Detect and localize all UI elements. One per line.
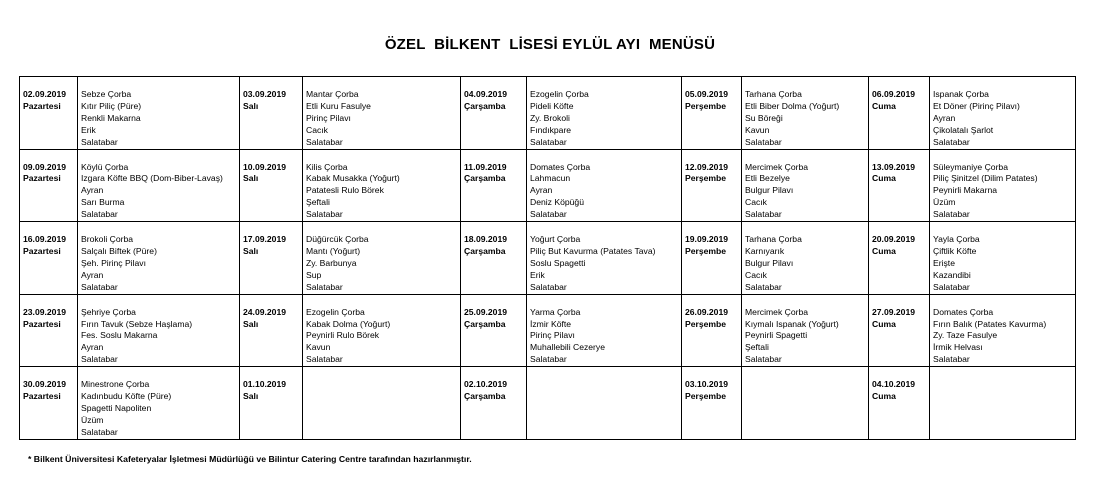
day-menu-cell: [742, 367, 869, 440]
menu-item: Salatabar: [745, 354, 782, 365]
day-menu-cell: [78, 367, 240, 440]
menu-item: Kabak Dolma (Yoğurt): [306, 318, 391, 329]
menu-item: Et Döner (Pirinç Pilavı): [933, 100, 1020, 111]
menu-item: Salatabar: [306, 354, 343, 365]
day-menu-cell: [527, 294, 682, 367]
day-menu-cell: [930, 149, 1076, 222]
day-date-cell: [869, 367, 930, 440]
menu-item: Fırın Tavuk (Sebze Haşlama): [81, 318, 193, 329]
day-date-cell: [240, 222, 303, 295]
menu-item: Muhallebili Cezerye: [530, 342, 605, 353]
day-date-cell: [20, 149, 78, 222]
menu-item: Salatabar: [306, 209, 343, 220]
date-label: 05.09.2019: [685, 89, 729, 99]
date-label: 02.09.2019: [23, 89, 67, 99]
date-label: 30.09.2019: [23, 379, 67, 390]
menu-item: İrmik Helvası: [933, 342, 983, 353]
day-date-cell: [869, 77, 930, 150]
menu-item: Yoğurt Çorba: [530, 234, 581, 245]
menu-item: Salatabar: [81, 426, 118, 437]
date-label: 01.10.2019: [243, 379, 287, 390]
weekday-label: Cuma: [872, 173, 896, 184]
menu-item: Yayla Çorba: [933, 234, 980, 245]
menu-item: Fes. Soslu Makarna: [81, 330, 158, 341]
menu-item: Cacık: [745, 269, 767, 280]
menu-item: Salatabar: [933, 136, 970, 147]
day-menu-cell: [930, 222, 1076, 295]
menu-item: Yarma Çorba: [530, 306, 581, 317]
menu-item: Ayran: [81, 269, 104, 280]
menu-item: Üzüm: [933, 197, 956, 208]
date-label: 16.09.2019: [23, 234, 67, 245]
day-date-cell: [20, 222, 78, 295]
menu-item: Kavun: [745, 124, 770, 135]
day-date-cell: [682, 149, 742, 222]
menu-item: Salatabar: [933, 281, 970, 292]
day-date-cell: [20, 294, 78, 367]
date-label: 10.09.2019: [243, 161, 287, 172]
day-menu-cell: [78, 294, 240, 367]
date-label: 02.10.2019: [464, 379, 508, 390]
menu-item: Mantı (Yoğurt): [306, 245, 361, 256]
day-menu-cell: [930, 367, 1076, 440]
menu-item: Salatabar: [81, 136, 118, 147]
date-label: 26.09.2019: [685, 306, 729, 317]
date-label: 06.09.2019: [872, 89, 916, 99]
menu-item: Etli Kuru Fasulye: [306, 100, 371, 111]
date-label: 24.09.2019: [243, 306, 287, 317]
menu-item: Salatabar: [530, 281, 567, 292]
menu-item: Domates Çorba: [530, 161, 591, 172]
menu-item: Piliç But Kavurma (Patates Tava): [530, 245, 656, 256]
menu-item: Çikolatalı Şarlot: [933, 124, 994, 135]
menu-item: Ayran: [530, 185, 553, 196]
weekday-label: Cuma: [872, 245, 896, 256]
date-label: 03.09.2019: [243, 89, 287, 99]
menu-item: Sarı Burma: [81, 197, 125, 208]
day-menu-cell: [303, 77, 461, 150]
day-date-cell: [240, 149, 303, 222]
date-label: 18.09.2019: [464, 234, 508, 245]
date-label: 04.10.2019: [872, 379, 916, 390]
weekday-label: Pazartesi: [23, 173, 61, 184]
day-date-cell: [20, 367, 78, 440]
menu-item: Fırın Balık (Patates Kavurma): [933, 318, 1047, 329]
menu-item: Kavun: [306, 342, 331, 353]
menu-item: Üzüm: [81, 414, 104, 425]
day-menu-cell: [930, 77, 1076, 150]
weekday-label: Pazartesi: [23, 318, 61, 329]
menu-item: Sup: [306, 269, 322, 280]
menu-item: Patatesli Rulo Börek: [306, 185, 384, 196]
day-menu-cell: [742, 77, 869, 150]
menu-item: Ayran: [81, 185, 104, 196]
day-menu-cell: [742, 294, 869, 367]
menu-item: Piliç Şinitzel (Dilim Patates): [933, 173, 1038, 184]
menu-item: Erik: [81, 124, 96, 135]
day-menu-cell: [303, 294, 461, 367]
weekday-label: Pazartesi: [23, 391, 61, 402]
day-date-cell: [682, 77, 742, 150]
menu-item: Şeftali: [745, 342, 769, 353]
weekday-label: Pazartesi: [23, 245, 61, 256]
menu-item: Şeh. Pirinç Pilavı: [81, 257, 146, 268]
menu-item: İzmir Köfte: [530, 318, 572, 329]
weekday-label: Perşembe: [685, 173, 727, 184]
day-date-cell: [682, 222, 742, 295]
menu-item: Zy. Barbunya: [306, 257, 357, 268]
menu-item: Karnıyarık: [745, 245, 785, 256]
menu-table: [19, 76, 1076, 440]
date-label: 17.09.2019: [243, 234, 287, 245]
menu-item: Etli Biber Dolma (Yoğurt): [745, 100, 840, 111]
page-title: ÖZEL BİLKENT LİSESİ EYLÜL AYI MENÜSÜ: [384, 36, 716, 53]
menu-item: Pirinç Pilavı: [306, 112, 351, 123]
menu-item: Erişte: [933, 257, 955, 268]
menu-item: Salatabar: [81, 209, 118, 220]
menu-item: Peynirli Makarna: [933, 185, 997, 196]
date-label: 19.09.2019: [685, 234, 729, 245]
date-label: 20.09.2019: [872, 234, 916, 245]
day-date-cell: [869, 149, 930, 222]
menu-item: Salatabar: [81, 354, 118, 365]
menu-item: Izgara Köfte BBQ (Dom-Biber-Lavaş): [81, 173, 223, 184]
menu-item: Salatabar: [745, 136, 782, 147]
day-menu-cell: [303, 367, 461, 440]
date-label: 03.10.2019: [685, 379, 729, 390]
menu-item: Erik: [530, 269, 545, 280]
weekday-label: Cuma: [872, 100, 896, 111]
day-date-cell: [682, 367, 742, 440]
week-row: [20, 149, 1076, 222]
menu-item: Kıtır Piliç (Püre): [81, 100, 142, 111]
menu-item: Renkli Makarna: [81, 112, 141, 123]
day-date-cell: [682, 294, 742, 367]
menu-item: Tarhana Çorba: [745, 234, 802, 245]
menu-item: Ezogelin Çorba: [530, 89, 589, 99]
menu-item: Salatabar: [933, 354, 970, 365]
day-menu-cell: [527, 367, 682, 440]
menu-item: Fındıkpare: [530, 124, 572, 135]
week-row: [20, 222, 1076, 295]
date-label: 12.09.2019: [685, 161, 729, 172]
menu-item: Kıymalı Ispanak (Yoğurt): [745, 318, 839, 329]
menu-item: Salatabar: [306, 136, 343, 147]
date-label: 25.09.2019: [464, 306, 508, 317]
menu-item: Spagetti Napoliten: [81, 402, 152, 413]
day-date-cell: [240, 77, 303, 150]
day-menu-cell: [78, 77, 240, 150]
menu-item: Cacık: [745, 197, 767, 208]
menu-item: Salatabar: [530, 354, 567, 365]
day-date-cell: [461, 222, 527, 295]
day-date-cell: [240, 367, 303, 440]
menu-item: Salatabar: [530, 136, 567, 147]
menu-item: Kilis Çorba: [306, 161, 348, 172]
date-label: 27.09.2019: [872, 306, 916, 317]
weekday-label: Perşembe: [685, 245, 727, 256]
menu-item: Cacık: [306, 124, 328, 135]
menu-item: Bulgur Pilavı: [745, 185, 794, 196]
day-menu-cell: [303, 222, 461, 295]
date-label: 04.09.2019: [464, 89, 508, 99]
menu-item: Salatabar: [306, 281, 343, 292]
weekday-label: Salı: [243, 391, 259, 402]
menu-item: Zy. Brokoli: [530, 112, 570, 123]
weekday-label: Salı: [243, 173, 259, 184]
menu-item: Kazandibi: [933, 269, 971, 280]
menu-item: Sebze Çorba: [81, 89, 132, 99]
date-label: 13.09.2019: [872, 161, 916, 172]
menu-item: Mercimek Çorba: [745, 306, 809, 317]
menu-item: Ayran: [933, 112, 956, 123]
day-menu-cell: [742, 222, 869, 295]
menu-item: Şeftali: [306, 197, 330, 208]
menu-item: Etli Bezelye: [745, 173, 790, 184]
weekday-label: Cuma: [872, 391, 896, 402]
menu-item: Süleymaniye Çorba: [933, 161, 1008, 172]
menu-item: Ayran: [81, 342, 104, 353]
menu-item: Peynirli Spagetti: [745, 330, 808, 341]
menu-item: Ispanak Çorba: [933, 89, 989, 99]
menu-item: Mantar Çorba: [306, 89, 359, 99]
weekday-label: Pazartesi: [23, 100, 61, 111]
date-label: 09.09.2019: [23, 161, 67, 172]
day-date-cell: [240, 294, 303, 367]
date-label: 23.09.2019: [23, 306, 67, 317]
day-menu-cell: [527, 77, 682, 150]
menu-item: Bulgur Pilavı: [745, 257, 794, 268]
weekday-label: Çarşamba: [464, 100, 506, 111]
weekday-label: Perşembe: [685, 100, 727, 111]
day-menu-cell: [303, 149, 461, 222]
day-menu-cell: [78, 222, 240, 295]
menu-item: Salçalı Biftek (Püre): [81, 245, 157, 256]
menu-item: Düğürcük Çorba: [306, 234, 369, 245]
menu-item: Salatabar: [530, 209, 567, 220]
menu-item: Şehriye Çorba: [81, 306, 136, 317]
weekday-label: Salı: [243, 318, 259, 329]
menu-item: Salatabar: [745, 209, 782, 220]
weekday-label: Perşembe: [685, 391, 727, 402]
menu-item: Salatabar: [81, 281, 118, 292]
menu-item: Lahmacun: [530, 173, 571, 184]
week-row: [20, 367, 1076, 440]
weekday-label: Çarşamba: [464, 245, 506, 256]
day-menu-cell: [527, 222, 682, 295]
day-menu-cell: [527, 149, 682, 222]
day-date-cell: [20, 77, 78, 150]
menu-item: Zy. Taze Fasulye: [933, 330, 998, 341]
day-date-cell: [461, 77, 527, 150]
menu-item: Köylü Çorba: [81, 161, 129, 172]
weekday-label: Cuma: [872, 318, 896, 329]
menu-item: Ezogelin Çorba: [306, 306, 365, 317]
menu-item: Domates Çorba: [933, 306, 994, 317]
menu-item: Pirinç Pilavı: [530, 330, 575, 341]
menu-item: Salatabar: [933, 209, 970, 220]
menu-item: Mercimek Çorba: [745, 161, 809, 172]
menu-item: Su Böreği: [745, 112, 783, 123]
menu-item: Peynirli Rulo Börek: [306, 330, 380, 341]
day-date-cell: [869, 222, 930, 295]
day-menu-cell: [742, 149, 869, 222]
menu-item: Pideli Köfte: [530, 100, 574, 111]
footnote: * Bilkent Üniversitesi Kafeteryalar İşletmesi Müdürlüğü ve Bilintur Catering Centre tarafından hazırlanmıştır.: [28, 454, 472, 464]
menu-item: Soslu Spagetti: [530, 257, 586, 268]
menu-item: Deniz Köpüğü: [530, 197, 584, 208]
week-row: [20, 77, 1076, 150]
week-row: [20, 294, 1076, 367]
weekday-label: Çarşamba: [464, 391, 506, 402]
weekday-label: Çarşamba: [464, 318, 506, 329]
day-date-cell: [869, 294, 930, 367]
day-date-cell: [461, 367, 527, 440]
menu-item: Brokoli Çorba: [81, 234, 134, 245]
menu-item: Çiftlik Köfte: [933, 245, 977, 256]
day-menu-cell: [78, 149, 240, 222]
menu-table-body: [20, 77, 1076, 440]
weekday-label: Çarşamba: [464, 173, 506, 184]
day-date-cell: [461, 149, 527, 222]
day-menu-cell: [930, 294, 1076, 367]
menu-item: Kabak Musakka (Yoğurt): [306, 173, 400, 184]
menu-item: Salatabar: [745, 281, 782, 292]
menu-item: Minestrone Çorba: [81, 379, 150, 390]
weekday-label: Salı: [243, 100, 259, 111]
menu-item: Kadınbudu Köfte (Püre): [81, 391, 172, 402]
weekday-label: Perşembe: [685, 318, 727, 329]
date-label: 11.09.2019: [464, 161, 507, 172]
weekday-label: Salı: [243, 245, 259, 256]
day-date-cell: [461, 294, 527, 367]
menu-item: Tarhana Çorba: [745, 89, 802, 99]
